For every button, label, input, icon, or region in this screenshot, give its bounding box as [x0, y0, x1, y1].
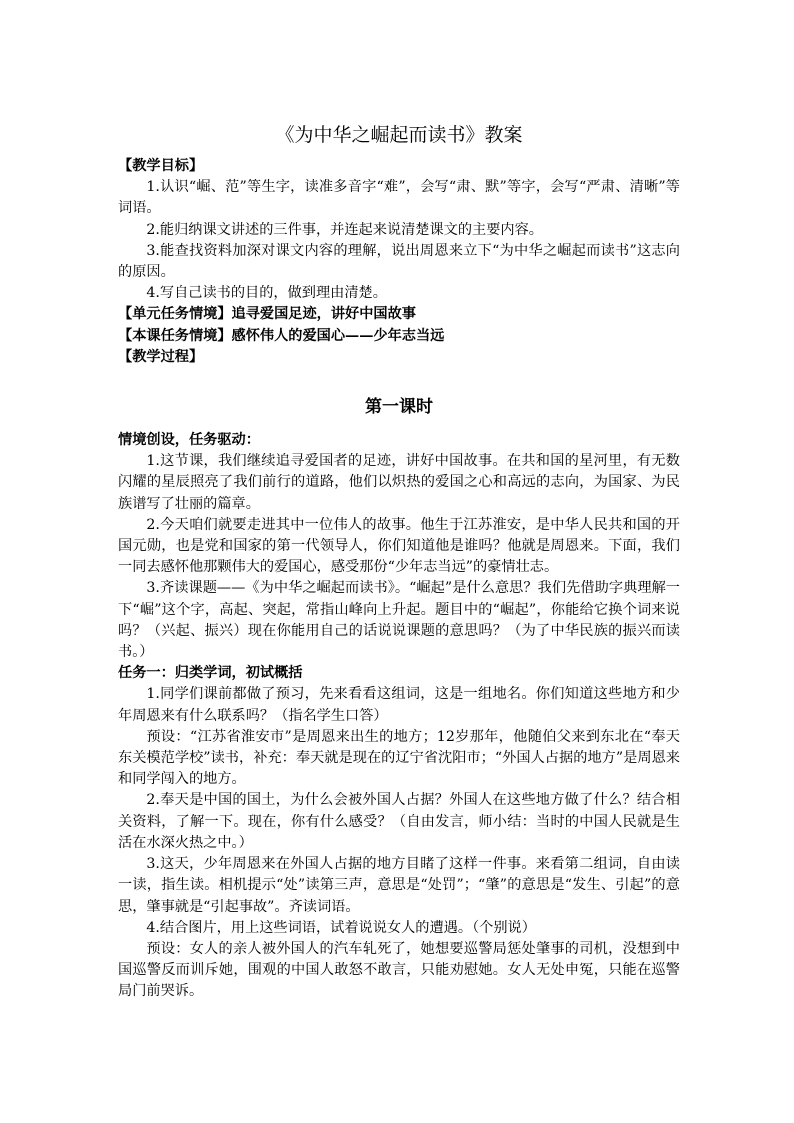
- section2-paragraph: 4.结合图片，用上这些词语，试着说说女人的遭遇。（个别说）: [146, 919, 536, 936]
- process-heading: 【教学过程】: [118, 348, 204, 365]
- document-title: 《为中华之崛起而读书》教案: [275, 124, 523, 146]
- section2-heading: 任务一：归类学词，初试概括: [118, 665, 303, 682]
- section2-paragraph: 预设：女人的亲人被外国人的汽车轧死了，她想要巡警局惩处肇事的司机，没想到中国巡警反而训斥她，围观的中国人敢怒不敢言，只能劝慰她。女人无处申冤，只能在巡警局门前哭诉。: [118, 940, 680, 1000]
- section1-paragraph: 3.齐读课题——《为中华之崛起而读书》。“崛起”是什么意思？我们先借助字典理解一下“崛”这个字，高起、突起，常指山峰向上升起。题目中的“崛起”，你能给它换个词来说吗？（兴起、振兴）现在你能用自己的话说说课题的意思吗？（为了中华民族的振兴而读书。）: [118, 580, 680, 661]
- goals-heading: 【教学目标】: [118, 158, 204, 174]
- lesson-task-scenario: 【本课任务情境】感怀伟人的爱国心——少年志当远: [118, 327, 445, 344]
- unit-task-scenario: 【单元任务情境】追寻爱国足迹，讲好中国故事: [118, 306, 416, 323]
- section2-paragraph: 2.奉天是中国的国土，为什么会被外国人占据？外国人在这些地方做了什么？结合相关资料，了解一下。现在，你有什么感受？（自由发言，师小结：当时的中国人民就是生活在水深火热之中。）: [118, 792, 680, 851]
- section1-paragraph: 2.今天咱们就要走进其中一位伟人的故事。他生于江苏淮安，是中华人民共和国的开国元勋，也是党和国家的第一代领导人，你们知道他是谁吗？他就是周恩来。下面，我们一同去感怀他那颗伟大的爱国心，感受那份“少年志当远”的豪情壮志。: [118, 516, 680, 576]
- goal-item: 1.认识“崛、范”等生字，读准多音字“难”，会写“肃、默”等字，会写“严肃、清晰”等词语。: [118, 179, 680, 217]
- section1-paragraph: 1.这节课，我们继续追寻爱国者的足迹，讲好中国故事。在共和国的星河里，有无数闪耀的星辰照亮了我们前行的道路，他们以炽热的爱国之心和高远的志向，为国家、为民族谱写了壮丽的篇章。: [118, 453, 680, 512]
- document-page: [118, 122, 680, 1003]
- goal-item: 4.写自己读书的目的，做到理由清楚。: [146, 285, 387, 302]
- section2-paragraph: 1.同学们课前都做了预习，先来看看这组词，这是一组地名。你们知道这些地方和少年周恩来有什么联系吗？（指名学生口答）: [118, 686, 680, 724]
- goal-item: 2.能归纳课文讲述的三件事，并连起来说清楚课文的主要内容。: [146, 221, 543, 238]
- section1-heading: 情境创设，任务驱动：: [118, 432, 260, 449]
- section2-paragraph: 3.这天，少年周恩来在外国人占据的地方目睹了这样一件事。来看第二组词，自由读一读，指生读。相机提示“处”读第三声，意思是“处罚”；“肇”的意思是“发生、引起”的意思，肇事就是“引起事故”。齐读词语。: [118, 856, 680, 915]
- goal-item: 3.能查找资料加深对课文内容的理解，说出周恩来立下“为中华之崛起而读书”这志向的原因。: [118, 242, 680, 281]
- section2-paragraph: 预设：“江苏省淮安市”是周恩来出生的地方；12岁那年，他随伯父来到东北在“奉天东关模范学校”读书，补充：奉天就是现在的辽宁省沈阳市；“外国人占据的地方”是周恩来和同学闯入的地方。: [118, 728, 680, 788]
- lesson1-title: 第一课时: [365, 397, 433, 418]
